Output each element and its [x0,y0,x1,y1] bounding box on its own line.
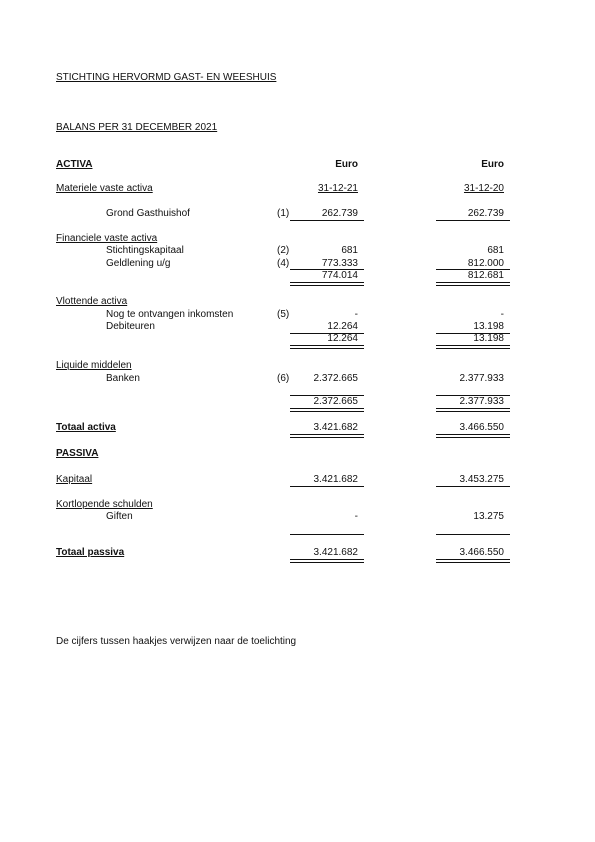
double-underline [436,559,510,563]
total-passiva-2021: 3.421.682 [313,547,358,558]
underline [290,220,364,221]
value-2021: 2.372.665 [313,373,358,384]
subtotal-2021: 2.372.665 [313,396,358,407]
double-underline [290,345,364,349]
value-2020: 812.000 [467,258,504,269]
passiva-heading: PASSIVA [56,448,99,459]
subtotal-2021: 12.264 [327,333,358,344]
subtotal-2020: 812.681 [467,270,504,281]
col2-unit: Euro [481,159,504,170]
section-materiele-label: Materiele vaste activa [56,183,153,194]
col1-unit: Euro [335,159,358,170]
page-title: BALANS PER 31 DECEMBER 2021 [56,122,218,133]
item-label: Stichtingskapitaal [106,245,184,256]
value-2020: - [500,309,504,320]
item-label: Nog te ontvangen inkomsten [106,309,234,320]
double-underline [290,408,364,412]
subtotal-2021: 774.014 [321,270,358,281]
double-underline [290,282,364,286]
total-passiva-label: Totaal passiva [56,547,125,558]
total-passiva-2020: 3.466.550 [459,547,504,558]
underline [436,486,510,487]
value-2021: 681 [341,245,358,256]
kapitaal-2021: 3.421.682 [313,474,358,485]
value-2021: - [354,309,358,320]
kapitaal-2020: 3.453.275 [459,474,504,485]
item-label: Banken [106,373,140,384]
section-financiele-label: Financiele vaste activa [56,233,158,244]
double-underline [436,282,510,286]
item-label: Giften [106,511,133,522]
item-label: Debiteuren [106,321,155,332]
item-label: Geldlening u/g [106,258,171,269]
note-ref: (4) [277,258,290,269]
value-2020: 2.377.933 [459,373,504,384]
section-liquide-label: Liquide middelen [56,360,132,371]
section-kortlopende-label: Kortlopende schulden [56,499,153,510]
value-2020: 13.275 [473,511,504,522]
total-activa-label: Totaal activa [56,422,116,433]
section-vlottende-label: Vlottende activa [56,296,128,307]
activa-heading: ACTIVA [56,159,93,170]
item-label: Grond Gasthuishof [106,208,190,219]
note-ref: (5) [277,309,290,320]
total-activa-2020: 3.466.550 [459,422,504,433]
note-ref: (1) [277,208,290,219]
double-underline [290,559,364,563]
underline [290,534,364,535]
col2-date: 31-12-20 [463,183,504,194]
total-activa-2021: 3.421.682 [313,422,358,433]
value-2021: 12.264 [327,321,358,332]
double-underline [436,434,510,438]
double-underline [290,434,364,438]
underline [436,534,510,535]
value-2020: 262.739 [467,208,504,219]
footnote: De cijfers tussen haakjes verwijzen naar de toelichting [56,636,297,647]
value-2021: 262.739 [321,208,358,219]
note-ref: (6) [277,373,290,384]
double-underline [436,345,510,349]
value-2020: 13.198 [473,321,504,332]
kapitaal-label: Kapitaal [56,474,93,485]
organization-name: STICHTING HERVORMD GAST- EN WEESHUIS [56,72,277,83]
value-2020: 681 [487,245,504,256]
underline [290,486,364,487]
subtotal-2020: 2.377.933 [459,396,504,407]
note-ref: (2) [277,245,290,256]
underline [436,220,510,221]
col1-date: 31-12-21 [317,183,358,194]
double-underline [436,408,510,412]
value-2021: 773.333 [321,258,358,269]
subtotal-2020: 13.198 [473,333,504,344]
value-2021: - [354,511,358,522]
